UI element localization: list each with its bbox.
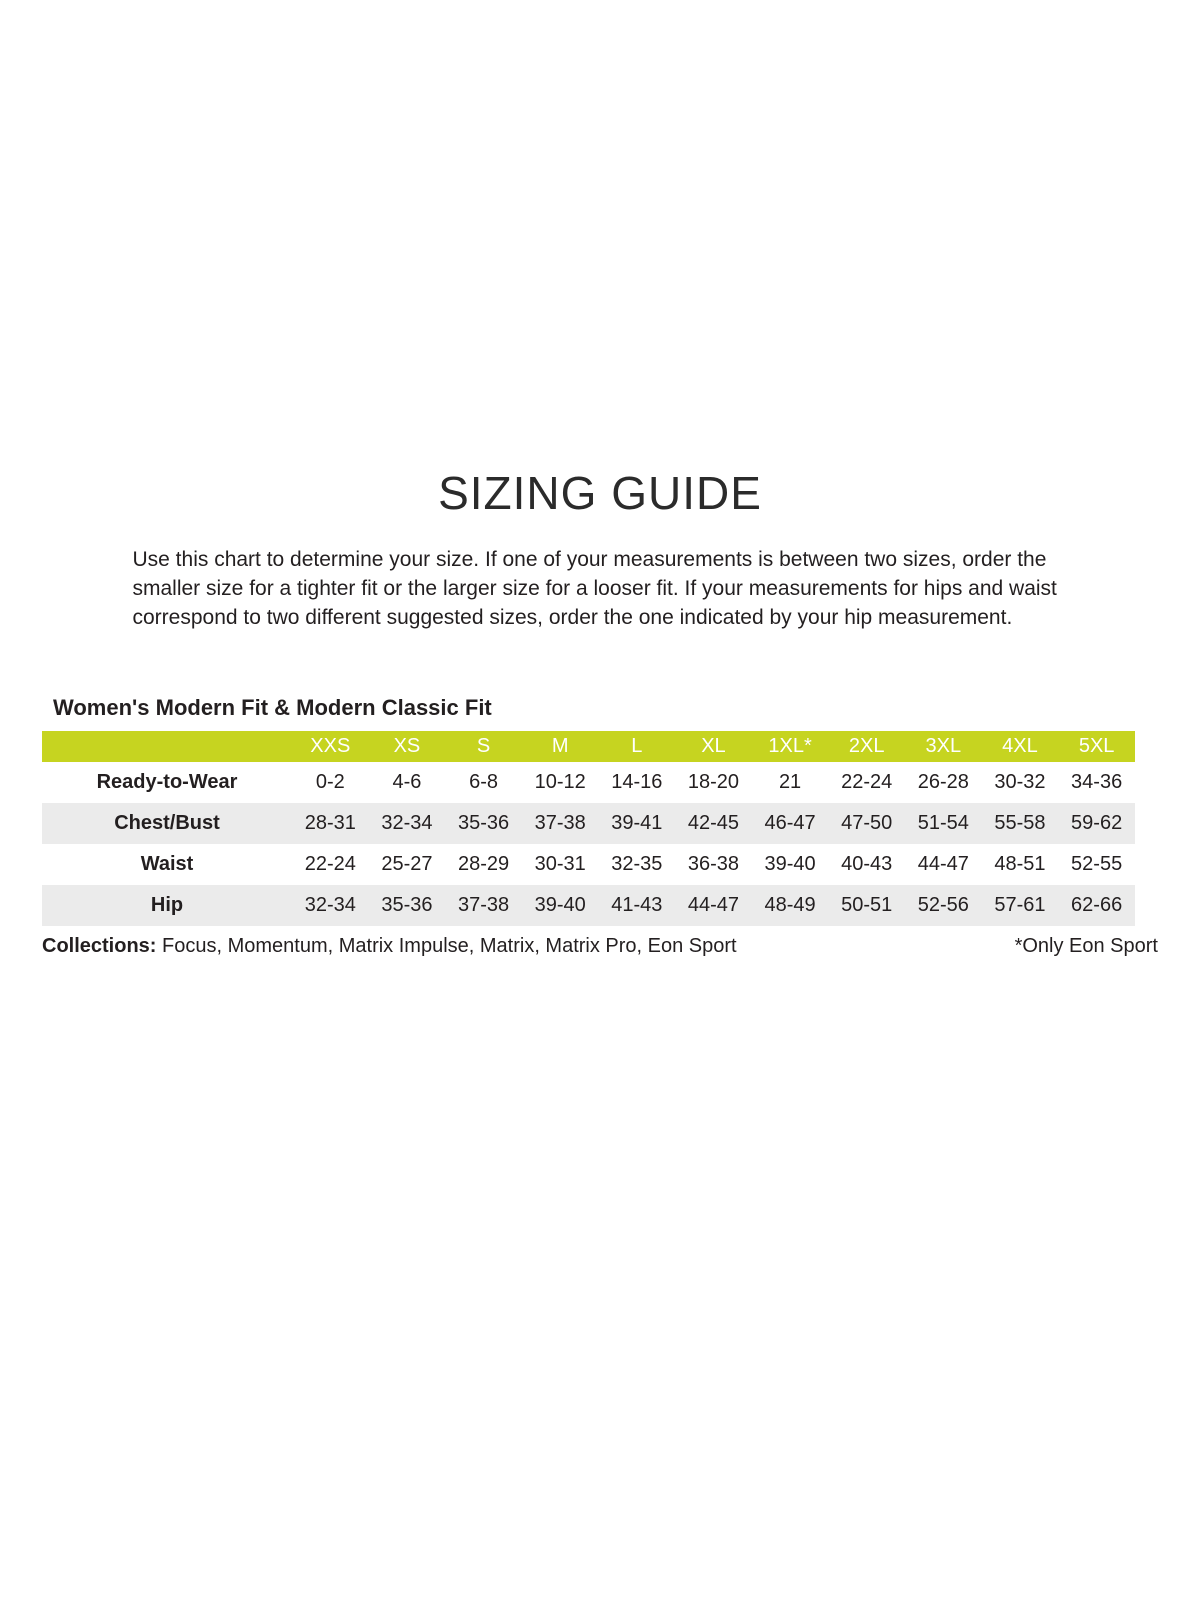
size-cell: 21 — [778, 770, 802, 793]
size-table-head-row — [42, 731, 1135, 762]
size-cell: 39-41 — [611, 811, 663, 834]
size-cell: 32-34 — [304, 893, 356, 916]
size-cell: 50-51 — [841, 893, 893, 916]
size-cell: 32-34 — [381, 811, 433, 834]
size-cell: 0-2 — [315, 770, 345, 793]
size-table-body — [42, 762, 1135, 926]
size-cell: 34-36 — [1071, 770, 1123, 793]
row-label: Hip — [150, 893, 184, 916]
size-table — [42, 731, 1135, 926]
row-label: Chest/Bust — [114, 811, 220, 834]
size-cell: 41-43 — [611, 893, 663, 916]
size-cell: 44-47 — [917, 852, 969, 875]
size-cell: 47-50 — [841, 811, 893, 834]
size-cell: 26-28 — [917, 770, 969, 793]
size-cell: 18-20 — [687, 770, 740, 793]
table-row — [42, 762, 1135, 803]
corner-header-cell — [42, 731, 292, 762]
size-cell: 44-47 — [687, 893, 740, 916]
size-cell: 48-49 — [764, 893, 816, 916]
size-column-header: 1XL* — [752, 731, 829, 762]
size-cell: 37-38 — [457, 893, 510, 916]
size-cell: 25-27 — [381, 852, 433, 875]
size-cell: 28-31 — [304, 811, 356, 834]
size-cell: 40-43 — [841, 852, 893, 875]
size-column-header: L — [599, 731, 676, 762]
size-column-header: XXS — [292, 731, 369, 762]
size-cell: 37-38 — [534, 811, 586, 834]
section-heading: Women's Modern Fit & Modern Classic Fit — [53, 694, 492, 720]
size-column-header: 4XL — [982, 731, 1059, 762]
size-cell: 52-55 — [1071, 852, 1123, 875]
size-cell: 62-66 — [1071, 893, 1123, 916]
size-cell: 30-31 — [534, 852, 586, 875]
size-cell: 14-16 — [611, 770, 663, 793]
size-column-header: S — [445, 731, 522, 762]
size-cell: 36-38 — [687, 852, 740, 875]
table-row — [42, 844, 1135, 885]
size-cell: 28-29 — [457, 852, 510, 875]
size-column-header: 3XL — [905, 731, 982, 762]
size-column-header: 2XL — [828, 731, 905, 762]
size-cell: 22-24 — [841, 770, 893, 793]
size-cell: 30-32 — [994, 770, 1046, 793]
size-cell: 52-56 — [917, 893, 969, 916]
size-cell: 55-58 — [994, 811, 1046, 834]
size-cell: 51-54 — [917, 811, 969, 834]
size-cell: 35-36 — [381, 893, 433, 916]
table-row — [42, 885, 1135, 926]
collections-label: Collections: — [42, 934, 157, 957]
size-column-header: M — [522, 731, 599, 762]
size-cell: 22-24 — [304, 852, 356, 875]
page-title: SIZING GUIDE — [438, 467, 762, 519]
size-cell: 39-40 — [764, 852, 816, 875]
size-cell: 35-36 — [457, 811, 510, 834]
row-label: Waist — [140, 852, 194, 875]
size-cell: 4-6 — [392, 770, 422, 793]
size-cell: 42-45 — [687, 811, 740, 834]
collections-list: Focus, Momentum, Matrix Impulse, Matrix, Matrix Pro, Eon Sport — [156, 934, 737, 957]
size-cell: 48-51 — [994, 852, 1046, 875]
size-cell: 57-61 — [994, 893, 1046, 916]
size-cell: 39-40 — [534, 893, 586, 916]
collections-row — [42, 935, 1158, 958]
size-cell: 6-8 — [469, 770, 499, 793]
collections-text — [42, 935, 737, 958]
row-label: Ready-to-Wear — [96, 770, 238, 793]
size-table-head — [42, 731, 1135, 762]
size-column-header: XL — [675, 731, 752, 762]
size-cell: 59-62 — [1071, 811, 1123, 834]
size-cell: 46-47 — [764, 811, 816, 834]
size-cell: 32-35 — [611, 852, 663, 875]
size-cell: 10-12 — [534, 770, 586, 793]
footnote: *Only Eon Sport — [1014, 934, 1158, 957]
table-row — [42, 803, 1135, 844]
size-column-header: XS — [369, 731, 446, 762]
size-column-header: 5XL — [1058, 731, 1135, 762]
intro-paragraph: Use this chart to determine your size. If one of your measurements is between two sizes, order the smaller size for a tighter fit or the larger size for a looser fit. If your measurements for hips and waist correspond to two different suggested sizes, order the one indicated by your hip measurement. — [132, 548, 1057, 629]
